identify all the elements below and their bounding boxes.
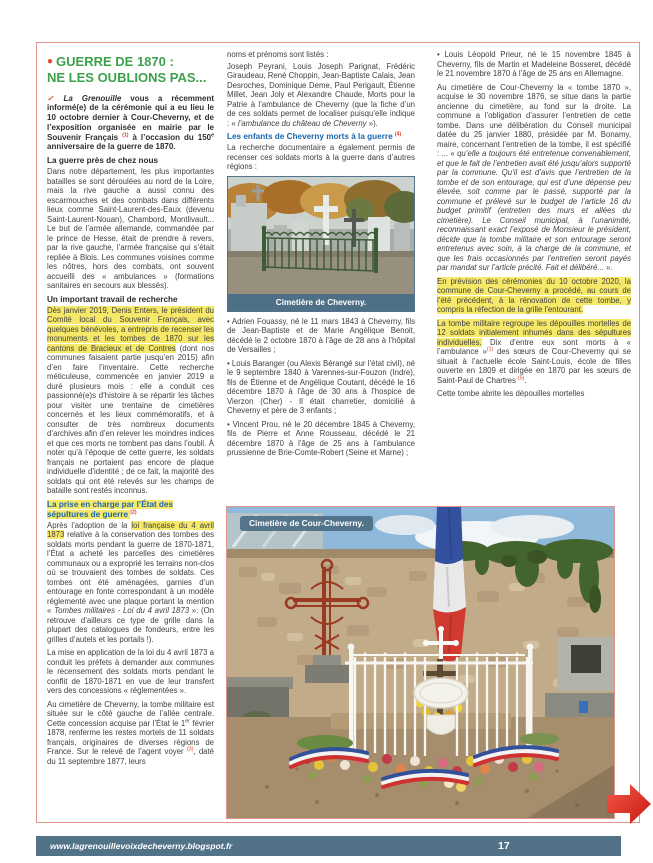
- column-right: [437, 50, 631, 504]
- paragraph: Au cimetière de Cheverny, la tombe militaire est située sur le côté gauche de l’allée centrale. Cette concession acquise par l’État le 1er février 1878, renferme les restes mortels de 11 soldats français, originaires de diverses régions de France. Sur le relevé de l’agent voyer $^{(3)}$, daté du 11 septembre 1877, leurs: [47, 699, 214, 766]
- paragraph: En prévision des cérémonies du 10 octobre 2020, la commune de Cour-Cheverny a procédé, au cours de l’été précédent, à la rénovation de cette tombe, y compris la réfection de la grille l’entourant.: [437, 276, 631, 314]
- section-heading-enfants-cheverny: Les enfants de Cheverny morts à la guerre $^{(4)}$: [227, 131, 402, 141]
- page-number: 17: [498, 840, 510, 852]
- bullet-icon: ●: [47, 56, 54, 67]
- paragraph: Joseph Peyrani, Louis Joseph Parignat, Frédéric Giraudeau, René Choppin, Jean-Baptiste Calais, Jean Desroches, Dominique Deme, Paul Perigault, Étienne Millet, Jean Joly et Alexandre Chaude, Morts pour la Patrie à l’ambulance de Cheverny (que la fiche d’un de ces soldats permet de localiser puisqu’elle indique : « l’ambulance du château de Cheverny »).: [227, 61, 415, 128]
- next-page-arrow-icon[interactable]: [606, 781, 653, 828]
- intro-paragraph: ✓ La Grenouille vous a récemment informé(e) de la cérémonie qui a eu lieu le 10 octobre dernier à Cour-Cheverny, et de l’exposition organisée en mairie par le Souvenir Français $^{(1)}$ à l’occasion du 150e anniversaire de la guerre de 1870.: [47, 93, 215, 152]
- section-heading-travail-recherche: Un important travail de recherche: [47, 294, 178, 304]
- article-title: [47, 54, 214, 87]
- paragraph: La mise en application de la loi du 4 avril 1873 a conduit les préfets à demander aux communes le recensement des soldats morts pendant le conflit de 1870-1871 en vue de leur transfert vers des concessions « réglementées ».: [47, 648, 214, 695]
- paragraph: La recherche documentaire a également permis de recenser ces soldats morts à la guerre dans d’autres régions :: [227, 143, 415, 171]
- paragraph: Dès janvier 2019, Denis Enters, le président du Comité local du Souvenir Français, avec quelques bénévoles, a entrepris de recenser les monuments et les tombes de 1870 sur les cantons de Bracieux et de Contres (dont nos communes faisaient partie jusqu’en 2015) afin d’en faire l’inventaire. Cette recherche méticuleuse, commencée en janvier 2019 a duré plusieurs mois : elle a conduit ces passionné(e)s d’histoire à se répartir les tâches pour visiter une trentaine de cimetières concernés et les lieux commémoratifs, et à consulter de très nombreux documents d’archives afin d’en relever les moindres indices et que ces morts ne tombent pas dans l’oubli. À noter qu’à l’époque de cette guerre, les soldats français ne portaient pas encore de plaque individuelle d’identité ; de ce fait, la majorité des soldats qui ont été relevés sur les champs de bataille sont restés inconnus.: [47, 305, 214, 495]
- photo-caption: Cimetière de Cour-Cheverny.: [240, 516, 373, 531]
- cour-cheverny-cemetery-photo: [226, 506, 615, 819]
- paragraph: noms et prénoms sont listés :: [227, 50, 329, 59]
- paragraph: Après l’adoption de la loi française du 4 avril 1873 relative à la conservation des tombes des soldats morts pendant la guerre de 1870-1871, l’État a acheté les parcelles des cimetières communaux ou a exproprié les terrains non-clos où se trouvaient des tombes de soldats. Ces tombes ont été aménagées, garnies d’un entourage en fonte correspondant à un modèle réglementé avec une plaque portant la mention « Tombes militaires - Loi du 4 avril 1873 ». (On retrouve d’ailleurs ce type de grille dans la plupart des catalogues de fondeurs, entre les grilles d’autels et les portails !).: [47, 520, 214, 644]
- title-line-1: ● GUERRE DE 1870 :: [47, 54, 174, 69]
- paragraph: Dans notre département, les plus importantes batailles se sont déroulées au nord de la Loire, mais la rive gauche a aussi connu des escarmouches et des combats dans différents lieux comme Saint-Laurent-des-Eaux (devenu Saint-Laurent-Nouan), Chambord, Montlivault... Le but de l’armée allemande, commandée par le prince de Hesse, était de prendre à revers, par la rive gauche, l’armée française qui s’était repliée à Blois. Les communes voisines comme les nôtres, hors des combats, ont souvent accueilli des « ambulances » (formations sanitaires en secours aux blessés).: [47, 167, 214, 290]
- military-tomb-illustration: [227, 507, 614, 818]
- column-middle: [227, 50, 415, 504]
- site-url[interactable]: www.lagrenouillevoixdecheverny.blogspot.fr: [50, 841, 233, 851]
- column-left: [47, 50, 214, 770]
- paragraph: La tombe militaire regroupe les dépouilles mortelles de 12 soldats initialement inhumés dans des sépultures individuelles. Dix d’entre eux sont morts à « l’ambulance »$^{(1)}$ des sœurs de Cour-Cheverny qui se situait à l’actuelle école Saint-Louis, école de filles ouverte en 1809 et dirigée en 1870 par les sœurs de Saint-Paul de Chartres $^{(5)}$.: [437, 318, 631, 385]
- paragraph: • Vincent Prou, né le 20 décembre 1845 à Cheverny, fils de Pierre et Anne Rousseau, décédé le 21 décembre 1870 à l’âge de 25 ans à l’ambulance prussienne de Brie-Comte-Robert (Seine et Marne) ;: [227, 419, 415, 457]
- title-line-2: NE LES OUBLIONS PAS...: [47, 70, 207, 86]
- paragraph: • Louis Léopold Prieur, né le 15 novembre 1845 à Cheverny, fils de Martin et Madeleine Bosseret, décédé le 21 novembre 1870 à l’âge de 25 ans en Allemagne.: [437, 50, 631, 78]
- section-heading-prise-en-charge: La prise en charge par l’État des sépultures de guerre $^{(2)}$: [47, 499, 174, 519]
- cheverny-cemetery-photo: [227, 176, 415, 312]
- photo-caption: Cimetière de Cheverny.: [228, 294, 414, 311]
- cemetery-autumn-illustration: [228, 177, 414, 311]
- section-heading-guerre-pres: La guerre près de chez nous: [47, 156, 159, 165]
- paragraph: • Adrien Fouassy, né le 11 mars 1843 à Cheverny, fils de Jean-Baptiste et de Marie Angélique Benoit, décédé le 2 octobre 1870 à l’âge de 28 ans à l’hôpital de Versailles ;: [227, 316, 415, 354]
- paragraph: • Louis Baranger (ou Alexis Bérangé sur l’état civil), né le 9 septembre 1840 à Varennes-sur-Fouzon (Indre), fils de Étienne et de Angélique Coutant, décédé le 16 décembre 1870 à l’âge de 30 ans à l’hospice de Vierzon (Cher) - Il était charretier, domicilié à Cheverny et père de 3 enfants ;: [227, 358, 415, 415]
- paragraph: Au cimetière de Cour-Cheverny la « tombe 1870 », acquise le 30 novembre 1876, se situe dans la partie ancienne du cimetière, au fond sur la droite. La commune a l’obligation d’assurer l’entretien de cette tombe. Dans une délibération du Conseil municipal datée du 25 janvier 1880, présidée par M. Bonamy, maire, concernant l’entretien de la tombe, il est spécifié : ... « qu’elle a toujours été entretenue convenablement, et que le fait de l’entretien avait été jusqu’alors supporté par la commune. Qu’il est d’avis que l’entretien de la tombe et de son entourage, qui est d’une dépense peu élevée, soit comme par le passé, supporté par la commune et prélevé sur le budget de l’article 16 du budget primitif (entretien des murs et allées du cimetière). Le Conseil municipal, à l’unanimité, reconnaissant exact l’exposé de Monsieur le président, décide que la tombe militaire et son entourage seront entretenus avec soin, à la charge de la commune, et que les frais occasionnés par l’entretien seront payés par mandat sur l’article précité. Fait et délibéré... ».: [437, 82, 631, 272]
- footer-bar: [36, 836, 621, 856]
- paragraph: Cette tombe abrite les dépouilles mortelles: [437, 389, 585, 398]
